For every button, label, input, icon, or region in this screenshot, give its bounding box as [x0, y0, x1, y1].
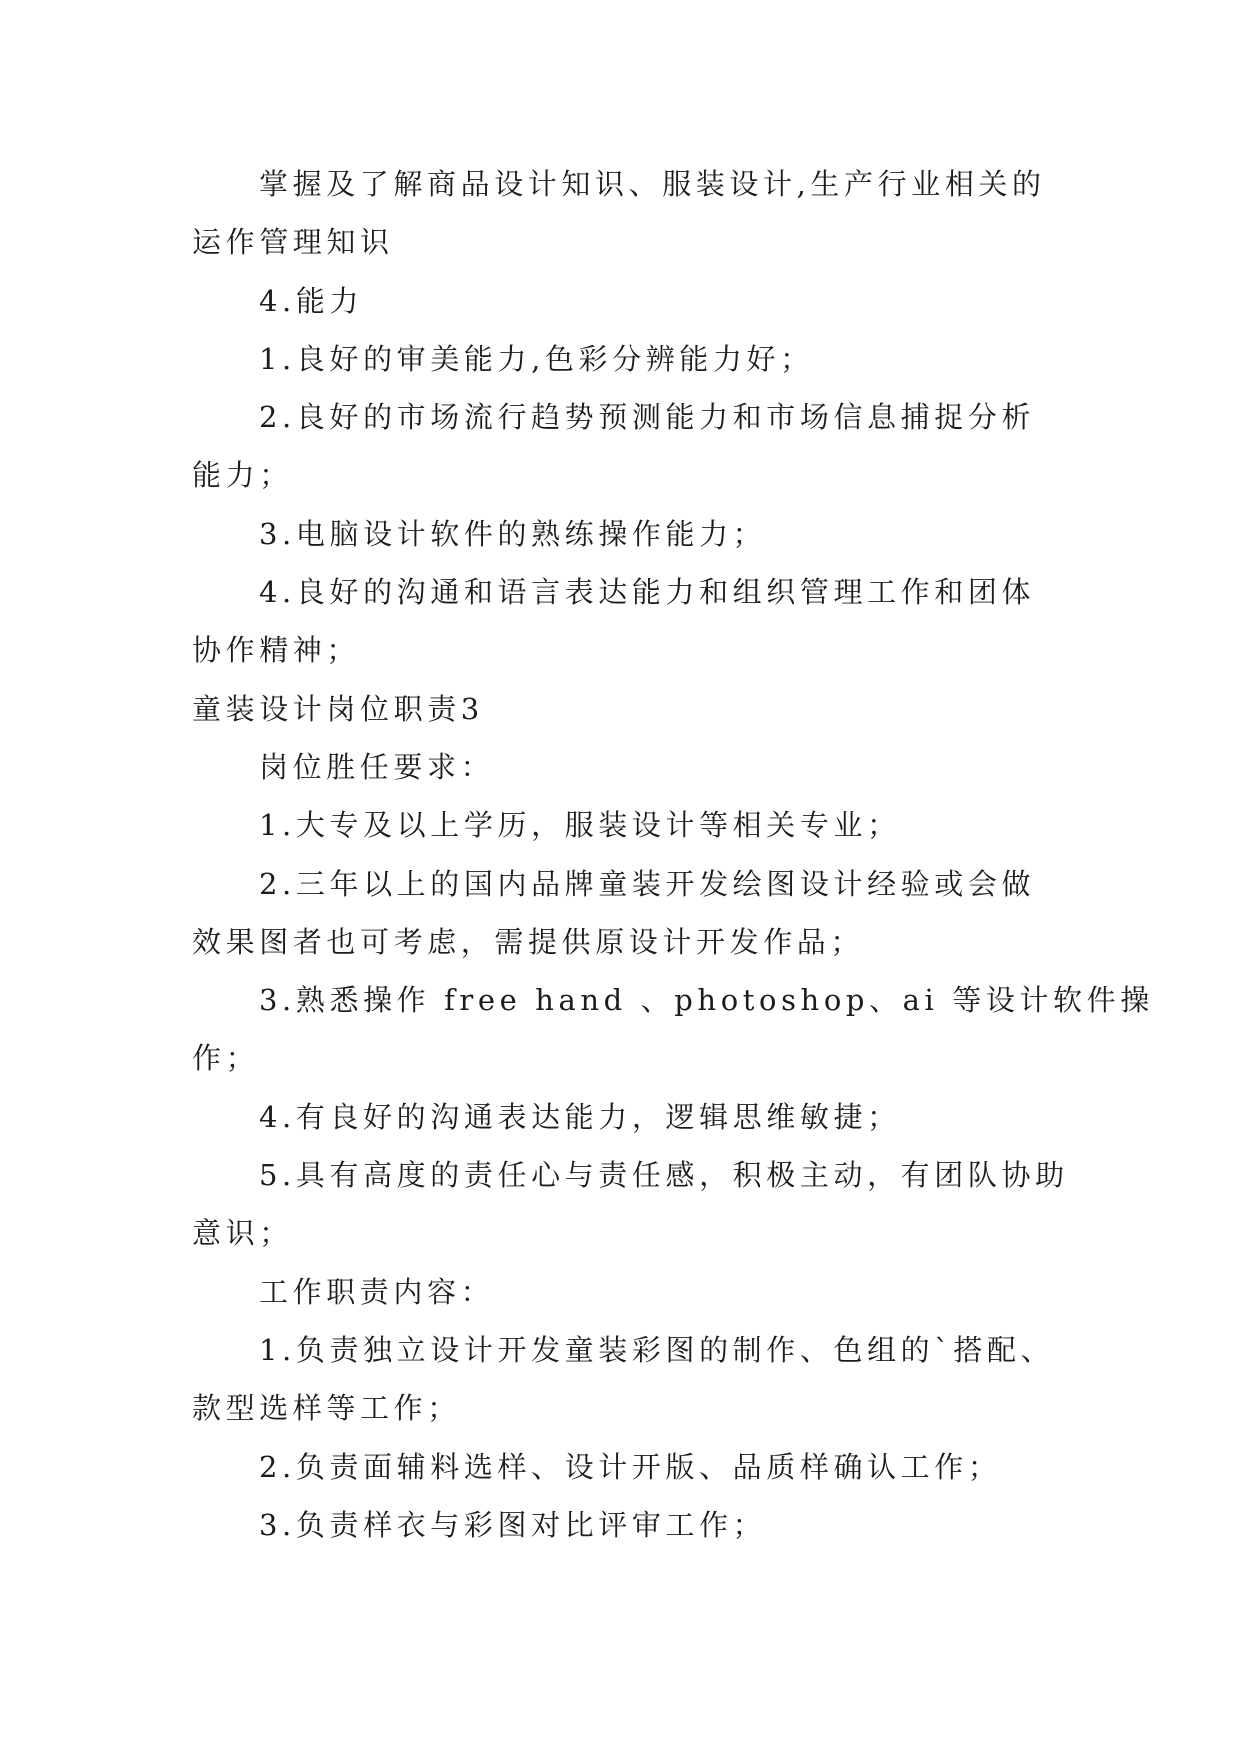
- text-line: 岗位胜任要求：: [259, 749, 495, 784]
- document-body: [192, 155, 1154, 1554]
- text-line: 运作管理知识: [192, 225, 394, 260]
- text-line: 2.良好的市场流行趋势预测能力和市场信息捕捉分析: [259, 400, 1036, 435]
- paragraph: [192, 1438, 1072, 1496]
- text-line: 效果图者也可考虑，需提供原设计开发作品；: [192, 924, 865, 959]
- paragraph: [192, 971, 1154, 1088]
- text-line: 4.良好的沟通和语言表达能力和组织管理工作和团体: [259, 575, 1036, 610]
- paragraph: [192, 388, 1072, 505]
- text-line: 4.能力: [259, 283, 364, 318]
- paragraph: [192, 1088, 1072, 1146]
- text-line: 1.大专及以上学历，服装设计等相关专业；: [259, 808, 901, 843]
- text-line: 工作职责内容：: [259, 1274, 495, 1309]
- text-line: 能力；: [192, 458, 293, 493]
- paragraph: [192, 1146, 1072, 1263]
- paragraph: [192, 155, 1072, 272]
- section-heading: 童装设计岗位职责3: [192, 691, 484, 726]
- text-line: 5.具有高度的责任心与责任感，积极主动，有团队协助: [259, 1158, 1069, 1193]
- text-line: 2.负责面辅料选样、设计开版、品质样确认工作；: [259, 1449, 1002, 1484]
- paragraph: [192, 1496, 1072, 1554]
- paragraph: [192, 330, 1072, 388]
- paragraph: [192, 1263, 1072, 1321]
- text-line: 3.负责样衣与彩图对比评审工作；: [259, 1507, 767, 1542]
- text-line: 1.负责独立设计开发童装彩图的制作、色组的`搭配、: [259, 1332, 1055, 1367]
- text-line: 掌握及了解商品设计知识、服装设计,生产行业相关的: [259, 167, 1046, 201]
- section-continued: [192, 155, 1072, 680]
- text-line: 1.良好的审美能力,色彩分辨能力好；: [259, 341, 814, 376]
- text-line: 协作精神；: [192, 633, 361, 668]
- text-line: 3.电脑设计软件的熟练操作能力；: [259, 516, 767, 551]
- text-line: 2.三年以上的国内品牌童装开发绘图设计经验或会做: [259, 866, 1036, 901]
- paragraph: [192, 738, 1072, 796]
- paragraph: [192, 855, 1072, 972]
- text-line: 3.熟悉操作 free hand 、photoshop、ai 等设计软件操: [259, 983, 1154, 1018]
- paragraph: [192, 563, 1072, 680]
- text-line: 作；: [192, 1041, 260, 1076]
- text-line: 意识；: [192, 1216, 293, 1251]
- paragraph: [192, 272, 1072, 330]
- text-line: 4.有良好的沟通表达能力，逻辑思维敏捷；: [259, 1099, 901, 1134]
- section-job-duties-3: [192, 680, 1154, 1554]
- paragraph: [192, 505, 1072, 563]
- paragraph: [192, 1321, 1072, 1438]
- text-line: 款型选样等工作；: [192, 1391, 461, 1426]
- paragraph: [192, 796, 1072, 854]
